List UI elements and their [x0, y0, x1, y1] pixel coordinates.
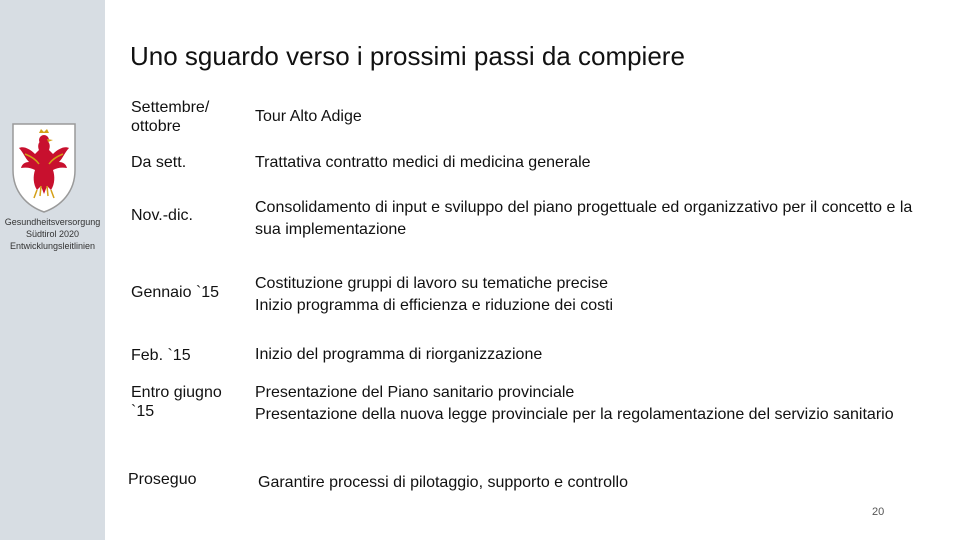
row-date: Settembre/ ottobre — [131, 99, 210, 135]
sidebar-caption-line: Entwicklungsleitlinien — [9, 241, 96, 251]
row-description — [255, 382, 915, 426]
row-date: Proseguo — [128, 471, 197, 488]
row-date: Entro giugno `15 — [131, 384, 222, 420]
row-description: Consolidamento di input e sviluppo del piano progettuale ed organizzativo per il concetto e la sua implementazione — [255, 199, 913, 238]
sidebar-caption-line: Südtirol 2020 — [25, 229, 80, 239]
sidebar-caption-line: Gesundheitsversorgung — [4, 217, 101, 227]
row-description: Trattativa contratto medici di medicina generale — [255, 154, 591, 171]
row-description: Inizio del programma di riorganizzazione — [255, 346, 543, 363]
row-description: Garantire processi di pilotaggio, supporto e controllo — [258, 474, 628, 491]
row-description-line: Presentazione del Piano sanitario provinciale — [255, 384, 575, 401]
row-date: Da sett. — [131, 154, 187, 171]
row-date: Feb. `15 — [131, 347, 191, 364]
sidebar — [0, 0, 105, 540]
row-description — [255, 273, 915, 317]
slide-title: Uno sguardo verso i prossimi passi da compiere — [130, 41, 685, 71]
row-description: Tour Alto Adige — [255, 108, 362, 125]
coat-of-arms-logo — [9, 118, 79, 214]
row-date: Gennaio `15 — [131, 284, 220, 301]
row-description-line: Inizio programma di efficienza e riduzione dei costi — [255, 297, 614, 314]
row-description-line: Costituzione gruppi di lavoro su tematiche precise — [255, 275, 609, 292]
page-number: 20 — [872, 506, 885, 518]
row-date: Nov.-dic. — [131, 207, 193, 224]
row-description-line: Presentazione della nuova legge provinciale per la regolamentazione del servizio sanitario — [255, 406, 894, 423]
sidebar-caption — [0, 216, 105, 252]
